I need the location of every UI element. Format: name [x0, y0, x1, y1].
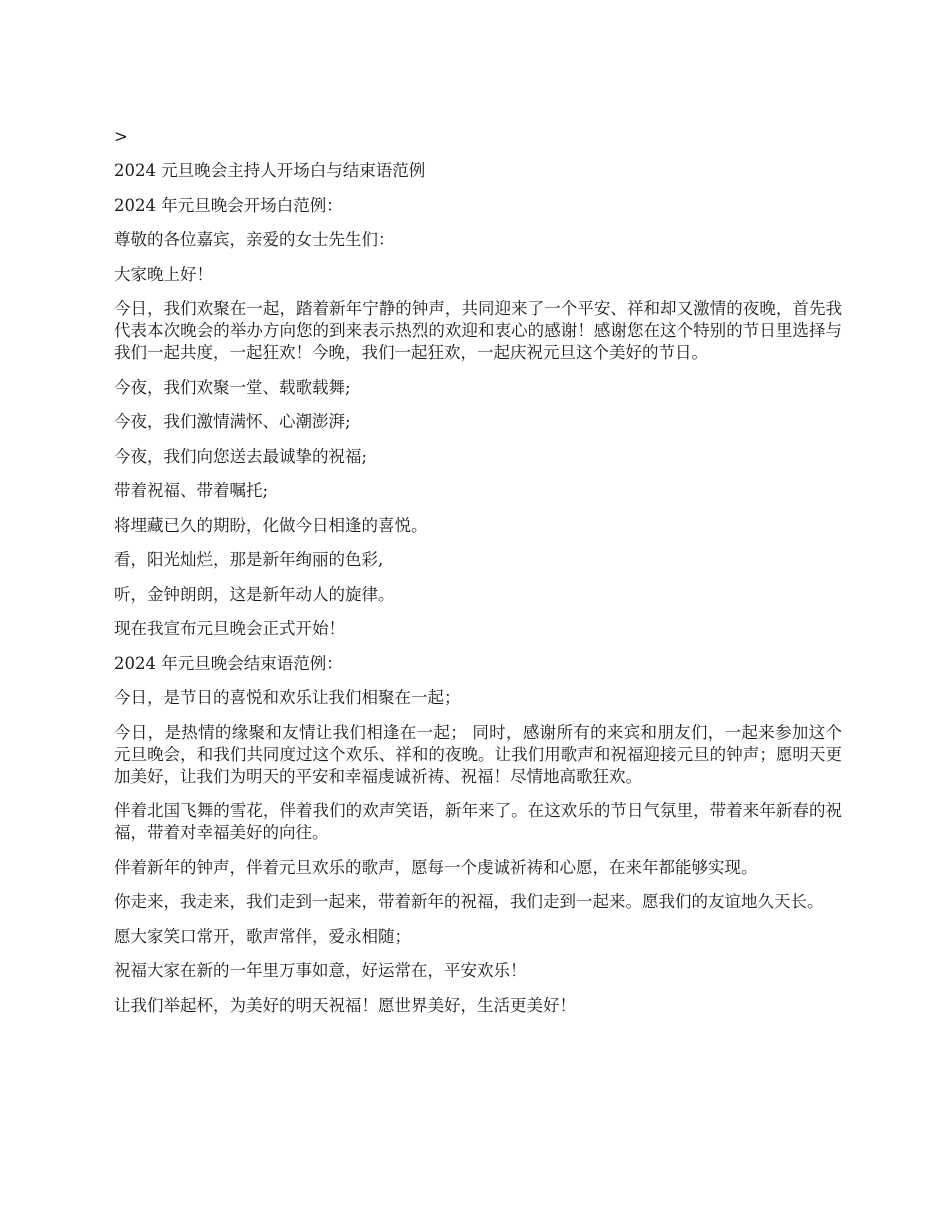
paragraph-listen: 听，金钟朗朗，这是新年动人的旋律。	[114, 584, 395, 604]
document-title: 2024 元旦晚会主持人开场白与结束语范例	[114, 161, 426, 180]
paragraph-closing-5: 你走来，我走来，我们走到一起来，带着新年的祝福，我们走到一起来。愿我们的友谊地久天长。	[114, 892, 824, 911]
paragraph-closing-8: 让我们举起杯，为美好的明天祝福！愿世界美好，生活更美好！	[114, 995, 576, 1015]
paragraph-blessing: 带着祝福、带着嘱托;	[114, 481, 269, 500]
paragraph-opening-body: 今日，我们欢聚在一起，踏着新年宁静的钟声，共同迎来了一个平安、祥和却又激情的夜晚，首先我代表本次晚会的举办方向您的到来表示热烈的欢迎和衷心的感谢！感谢您在这个特别的节日里选择与我们一起共度，一起狂欢！今晚，我们一起狂欢，一起庆祝元旦这个美好的节日。	[114, 299, 842, 362]
paragraph-closing-2: 今日，是热情的缘聚和友情让我们相逢在一起； 同时，感谢所有的来宾和朋友们，一起来参加这个元旦晚会，和我们共同度过这个欢乐、祥和的夜晚。让我们用歌声和祝福迎接元旦的钟声；愿明天更加美好，让我们为明天的平安和幸福虔诚祈祷、祝福！尽情地高歌狂欢。	[114, 722, 842, 786]
paragraph-tonight-2: 今夜，我们激情满怀、心潮澎湃;	[114, 412, 351, 431]
document-marker: >	[114, 127, 128, 146]
paragraph-closing-heading: 2024 年元旦晚会结束语范例：	[114, 653, 343, 673]
paragraph-closing-4: 伴着新年的钟声，伴着元旦欢乐的歌声，愿每一个虔诚祈祷和心愿，在来年都能够实现。	[114, 857, 758, 877]
paragraph-announce-start: 现在我宣布元旦晚会正式开始！	[114, 619, 345, 638]
paragraph-look: 看，阳光灿烂，那是新年绚丽的色彩,	[114, 550, 384, 569]
paragraph-greeting: 大家晚上好！	[114, 264, 213, 284]
paragraph-opening-heading: 2024 年元旦晚会开场白范例：	[114, 195, 343, 215]
paragraph-closing-1: 今日，是节日的喜悦和欢乐让我们相聚在一起；	[114, 688, 461, 707]
paragraph-tonight-3: 今夜，我们向您送去最诚挚的祝福;	[114, 446, 368, 466]
paragraph-salutation: 尊敬的各位嘉宾，亲爱的女士先生们：	[114, 230, 395, 249]
paragraph-expectation: 将埋藏已久的期盼，化做今日相逢的喜悦。	[114, 515, 428, 535]
paragraph-tonight-1: 今夜，我们欢聚一堂、载歌载舞;	[114, 377, 351, 397]
paragraph-closing-6: 愿大家笑口常开，歌声常伴，爱永相随；	[114, 926, 411, 946]
paragraph-closing-3: 伴着北国飞舞的雪花，伴着我们的欢声笑语，新年来了。在这欢乐的节日气氛里，带着来年新春的祝福，带着对幸福美好的向往。	[114, 801, 842, 842]
paragraph-closing-7: 祝福大家在新的一年里万事如意，好运常在，平安欢乐！	[114, 961, 527, 980]
document-page	[114, 126, 842, 1029]
